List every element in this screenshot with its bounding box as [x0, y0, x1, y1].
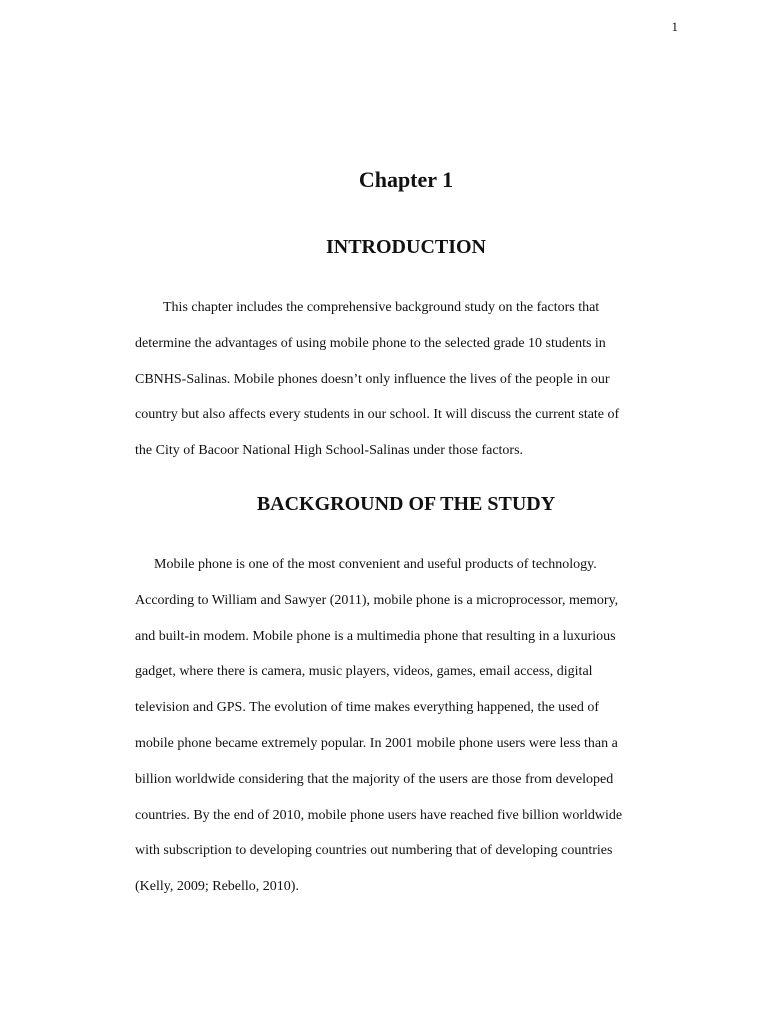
page-number: 1 — [671, 19, 678, 34]
paragraph-line: According to William and Sawyer (2011), mobile phone is a microprocessor, memory, — [135, 592, 619, 608]
paragraph-line: CBNHS-Salinas. Mobile phones doesn’t only influence the lives of the people in our — [135, 371, 610, 387]
paragraph-line: determine the advantages of using mobile phone to the selected grade 10 students in — [135, 335, 606, 351]
paragraph-line: billion worldwide considering that the majority of the users are those from developed — [135, 771, 614, 787]
paragraph-line: (Kelly, 2009; Rebello, 2010). — [135, 879, 299, 895]
introduction-paragraph — [135, 298, 675, 477]
chapter-title: Chapter 1 — [358, 167, 454, 192]
paragraph-line: This chapter includes the comprehensive background study on the factors that — [163, 300, 600, 315]
paragraph-line: country but also affects every students in our school. It will discuss the current state of — [135, 407, 620, 423]
paragraph-line: the City of Bacoor National High School-Salinas under those factors. — [135, 443, 524, 459]
paragraph-line: countries. By the end of 2010, mobile phone users have reached five billion worldwide — [135, 807, 623, 823]
background-paragraph — [135, 555, 675, 913]
paragraph-line: Mobile phone is one of the most convenient and useful products of technology. — [154, 557, 597, 572]
introduction-heading: INTRODUCTION — [325, 236, 487, 258]
paragraph-line: and built-in modem. Mobile phone is a multimedia phone that resulting in a luxurious — [135, 628, 616, 644]
paragraph-line: television and GPS. The evolution of time makes everything happened, the used of — [135, 700, 599, 716]
paragraph-line: mobile phone became extremely popular. In 2001 mobile phone users were less than a — [135, 735, 618, 751]
paragraph-line: with subscription to developing countries out numbering that of developing countries — [135, 843, 613, 859]
background-heading: BACKGROUND OF THE STUDY — [256, 493, 556, 515]
paragraph-line: gadget, where there is camera, music players, videos, games, email access, digital — [135, 664, 593, 680]
